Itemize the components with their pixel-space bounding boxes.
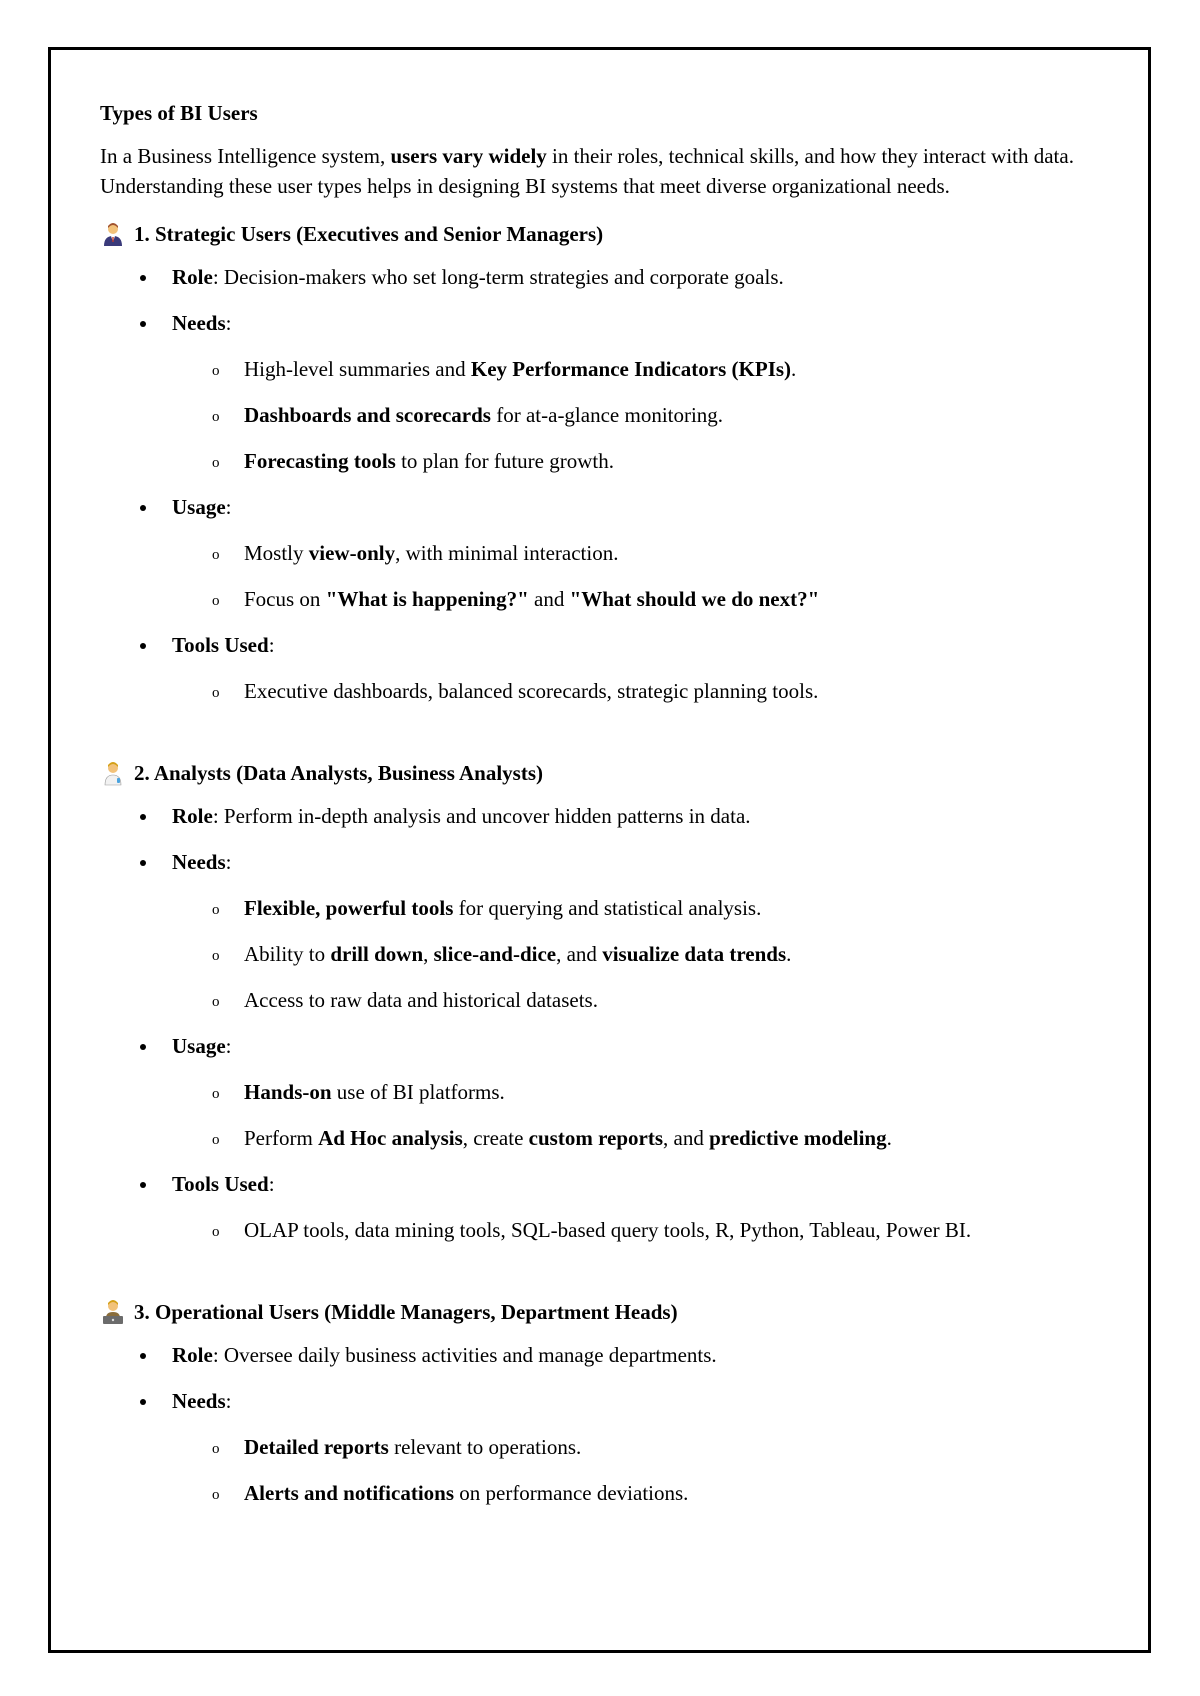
bold-text: view-only [308,541,396,565]
text-run: . [791,357,797,381]
bold-text: "What should we do next?" [569,587,820,611]
sub-list-item [172,986,1080,1015]
bold-text: users vary widely [390,144,547,168]
sub-list-item [172,401,1080,430]
text-run: : [268,633,275,657]
bullet-item [100,263,1080,292]
sub-list [172,1433,1080,1508]
text-run: : [225,850,232,874]
section-heading-text: 3. Operational Users (Middle Managers, Department Heads) [134,1300,678,1324]
manager-person-icon [100,221,126,247]
section-heading-text: 2. Analysts (Data Analysts, Business Analysts) [134,761,544,785]
text-run: OLAP tools, data mining tools, SQL-based query tools, R, Python, Tableau, Power BI. [244,1218,972,1242]
bullet-item [100,309,1080,476]
office-worker-icon [100,1299,126,1325]
bullet-label: Role [172,1343,213,1367]
text-run: : Decision-makers who set long-term strategies and corporate goals. [212,265,784,289]
bold-text: Detailed reports [244,1435,389,1459]
text-run: to plan for future growth. [395,449,614,473]
bold-text: Dashboards and scorecards [244,403,491,427]
text-run: , with minimal interaction. [395,541,619,565]
bullet-label: Needs [172,850,226,874]
sub-list-item [172,355,1080,384]
bold-text: Hands-on [244,1080,332,1104]
bullet-list [100,263,1080,706]
text-run: Mostly [244,541,309,565]
bold-text: Key Performance Indicators (KPIs) [470,357,792,381]
sub-list-item [172,585,1080,614]
bullet-item [100,1341,1080,1370]
text-run: : Perform in-depth analysis and uncover hidden patterns in data. [212,804,751,828]
sub-list-item [172,1078,1080,1107]
bullet-item [100,1387,1080,1508]
bullet-label: Usage [172,495,226,519]
sub-list-item [172,894,1080,923]
text-run: . [886,1126,892,1150]
bullet-label: Tools Used [172,633,269,657]
bullet-list [100,1341,1080,1508]
text-run: on performance deviations. [454,1481,689,1505]
bold-text: Forecasting tools [244,449,396,473]
sub-list [172,1078,1080,1153]
user-type-section [100,219,1080,706]
text-run: for querying and statistical analysis. [453,896,762,920]
user-type-section [100,758,1080,1245]
sub-list [172,894,1080,1015]
bold-text: Alerts and notifications [244,1481,454,1505]
text-run: , [423,942,434,966]
text-run: Executive dashboards, balanced scorecards, strategic planning tools. [244,679,819,703]
bullet-label: Usage [172,1034,226,1058]
text-run: High-level summaries and [244,357,471,381]
bold-text: visualize data trends [602,942,787,966]
bold-text: predictive modeling [709,1126,887,1150]
sub-list-item [172,677,1080,706]
text-run: and [528,587,570,611]
sub-list-item [172,447,1080,476]
text-run: : [225,495,232,519]
section-heading [100,758,1080,788]
text-run: : [225,1389,232,1413]
bold-text: drill down [330,942,424,966]
sub-list [172,677,1080,706]
text-run: for at-a-glance monitoring. [490,403,724,427]
sub-list-item [172,1216,1080,1245]
bullet-label: Tools Used [172,1172,269,1196]
text-run: . [786,942,792,966]
text-run: Access to raw data and historical datasets. [244,988,598,1012]
text-run: Ability to [244,942,331,966]
text-run: Perform [244,1126,319,1150]
bold-text: custom reports [528,1126,663,1150]
sub-list-item [172,940,1080,969]
user-type-section [100,1297,1080,1508]
bullet-item [100,1032,1080,1153]
sub-list-item [172,539,1080,568]
text-run: relevant to operations. [388,1435,582,1459]
bullet-list [100,802,1080,1245]
bullet-item [100,848,1080,1015]
bold-text: Flexible, powerful tools [244,896,454,920]
text-run: in their roles, technical skills, and how they interact with data. Understanding these user types helps in designing BI systems that meet diverse organizational needs. [100,144,1074,198]
sub-list-item [172,1124,1080,1153]
scientist-person-icon [100,760,126,786]
text-run: : [225,311,232,335]
intro-paragraph [100,142,1080,201]
document-title: Types of BI Users [100,101,258,125]
bold-text: Ad Hoc analysis [318,1126,463,1150]
bullet-item [100,493,1080,614]
text-run: use of BI platforms. [331,1080,505,1104]
bullet-item [100,631,1080,706]
bullet-item [100,802,1080,831]
text-run: : [268,1172,275,1196]
sections-container [100,219,1080,1508]
bullet-label: Role [172,804,213,828]
text-run: , create [462,1126,529,1150]
text-run: Focus on [244,587,326,611]
sub-list-item [172,1433,1080,1462]
section-heading [100,1297,1080,1327]
bullet-label: Needs [172,1389,226,1413]
sub-list [172,539,1080,614]
sub-list-item [172,1479,1080,1508]
bold-text: "What is happening?" [325,587,529,611]
text-run: In a Business Intelligence system, [100,144,391,168]
bullet-label: Needs [172,311,226,335]
text-run: , and [556,942,603,966]
section-heading [100,219,1080,249]
sub-list [172,1216,1080,1245]
bullet-item [100,1170,1080,1245]
sub-list [172,355,1080,476]
text-run: : Oversee daily business activities and manage departments. [212,1343,717,1367]
bullet-label: Role [172,265,213,289]
text-run: , and [663,1126,710,1150]
text-run: : [225,1034,232,1058]
document-body [100,98,1080,1508]
bold-text: slice-and-dice [433,942,557,966]
section-heading-text: 1. Strategic Users (Executives and Senior Managers) [134,222,604,246]
